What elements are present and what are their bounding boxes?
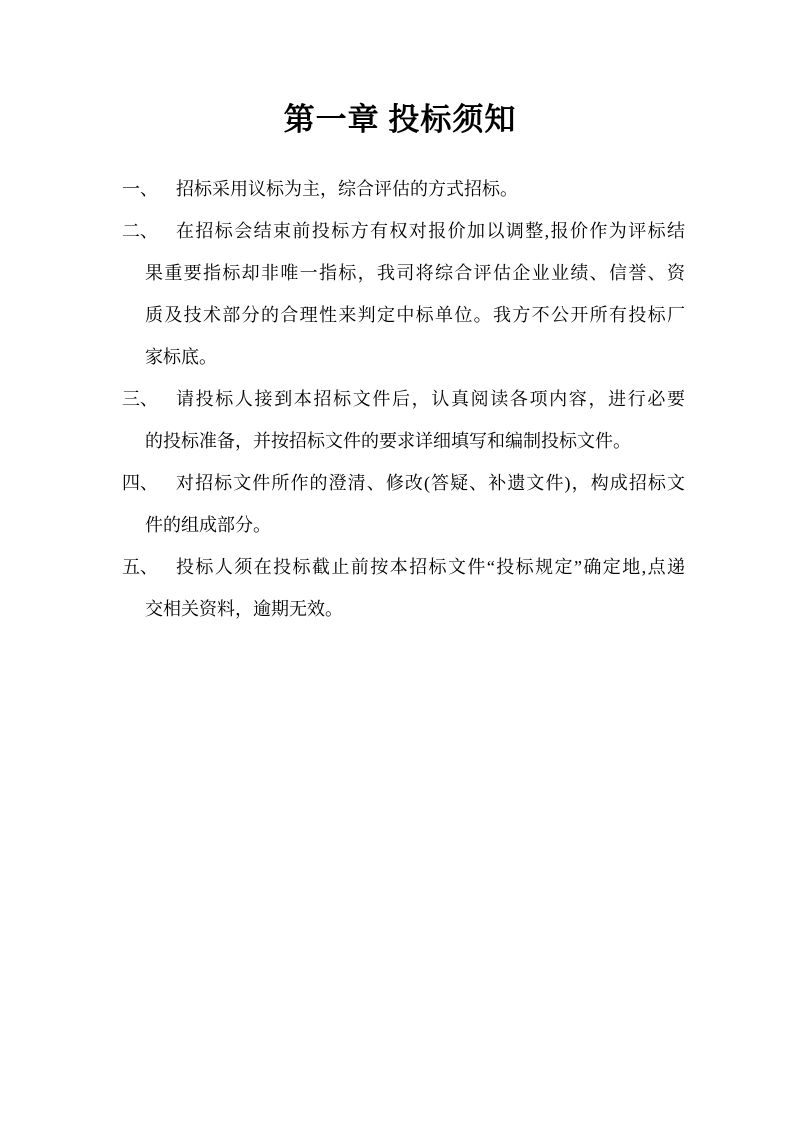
clause-item-4	[122, 462, 692, 546]
clause-item-2	[122, 210, 692, 378]
clause-line: 请投标人接到本招标文件后，认真阅读各项内容，进行必要	[176, 389, 685, 409]
clause-number: 四、	[122, 473, 158, 493]
clause-number: 五、	[122, 557, 158, 577]
clause-number: 二、	[122, 221, 158, 241]
clause-item-5	[122, 546, 692, 630]
clause-line: 交相关资料，逾期无效。	[145, 599, 343, 619]
chapter-title: 第一章 投标须知	[283, 102, 517, 137]
clause-line: 投标人须在投标截止前按本招标文件“投标规定”确定地,点递	[176, 557, 685, 577]
clause-line: 质及技术部分的合理性来判定中标单位。我方不公开所有投标厂	[145, 305, 685, 325]
clause-line: 家标底。	[145, 347, 217, 367]
clause-line: 的投标准备，并按招标文件的要求详细填写和编制投标文件。	[145, 431, 631, 451]
clause-item-3	[122, 378, 692, 462]
clause-line: 招标采用议标为主，综合评估的方式招标。	[176, 179, 518, 199]
clause-item-1	[122, 168, 692, 210]
clause-number: 三、	[122, 389, 158, 409]
clause-line: 果重要指标却非唯一指标，我司将综合评估企业业绩、信誉、资	[145, 263, 685, 283]
clause-number: 一、	[122, 179, 158, 199]
clause-line: 在招标会结束前投标方有权对报价加以调整,报价作为评标结	[176, 221, 685, 241]
clause-line: 对招标文件所作的澄清、修改(答疑、补遗文件)，构成招标文	[176, 473, 685, 493]
clause-line: 件的组成部分。	[145, 515, 271, 535]
clause-list	[122, 168, 692, 630]
